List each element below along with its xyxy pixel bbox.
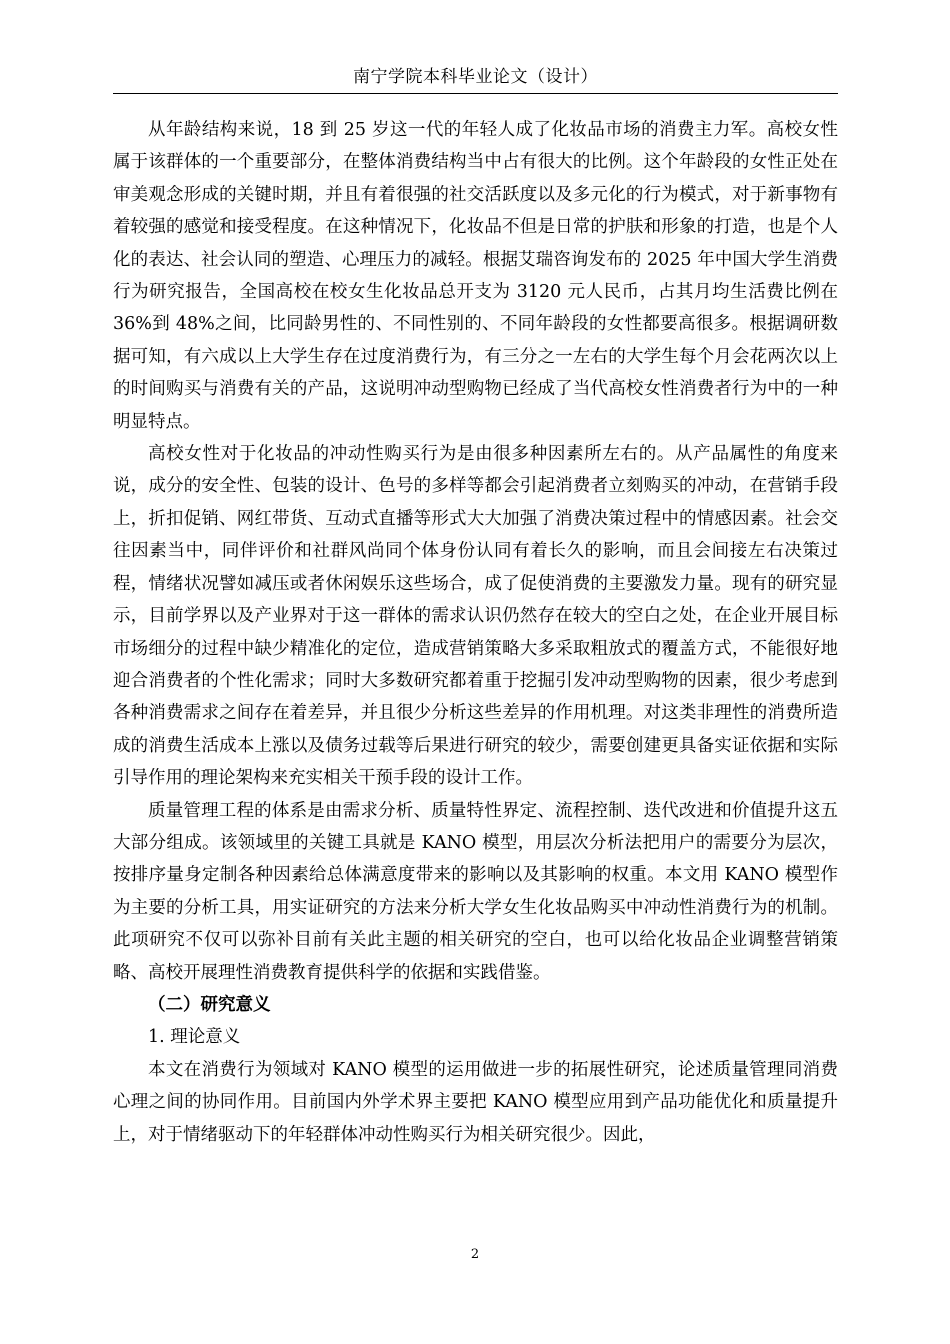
subsection-heading: 1. 理论意义 [148,1027,241,1048]
paragraph-impulse-factors: 高校女性对于化妆品的冲动性购买行为是由很多种因素所左右的。从产品属性的角度来说，成分的安全性、包装的设计、色号的多样等都会引起消费者立刻购买的冲动，在营销手段上，折扣促销、网红带货、互动式直播等形式大大加强了消费决策过程中的情感因素。社会交往因素当中，同伴评价和社群风尚同个体身份认同有着长久的影响，而且会间接左右决策过程，情绪状况譬如减压或者休闲娱乐这些场合，成了促使消费的主要激发力量。现有的研究显示，目前学界以及产业界对于这一群体的需求认识仍然存在较大的空白之处，在企业开展目标市场细分的过程中缺少精准化的定位，造成营销策略大多采取粗放式的覆盖方式，不能很好地迎合消费者的个性化需求；同时大多数研究都着重于挖掘引发冲动型购物的因素，很少考虑到各种消费需求之间存在着差异，并且很少分析这些差异的作用机理。对这类非理性的消费所造成的消费生活成本上涨以及债务过载等后果进行研究的较少，需要创建更具备实证依据和实际引导作用的理论架构来充实相关干预手段的设计工作。 [113,444,838,789]
section-heading: （二）研究意义 [148,994,271,1015]
body-text [113,114,838,1151]
page-number: 2 [470,1247,480,1262]
header-divider [113,93,838,94]
paragraph-quality-management: 质量管理工程的体系是由需求分析、质量特性界定、流程控制、迭代改进和价值提升这五大部分组成。该领域里的关键工具就是 KANO 模型，用层次分析法把用户的需要分为层次，按排序量身定制各种因素给总体满意度带来的影响以及其影响的权重。本文用 KANO 模型作为主要的分析工具，用实证研究的方法来分析大学女生化妆品购买中冲动性消费行为的机制。此项研究不仅可以弥补目前有关此主题的相关研究的空白，也可以给化妆品企业调整营销策略、高校开展理性消费教育提供科学的依据和实践借鉴。 [113,800,838,983]
paragraph-theoretical-significance: 本文在消费行为领域对 KANO 模型的运用做进一步的拓展性研究，论述质量管理同消费心理之间的协同作用。目前国内外学术界主要把 KANO 模型应用到产品功能优化和质量提升上，对于情绪驱动下的年轻群体冲动性购买行为相关研究很少。因此， [113,1059,838,1145]
running-header: 南宁学院本科毕业论文（设计） [353,67,598,87]
paragraph-age-structure: 从年龄结构来说，18 到 25 岁这一代的年轻人成了化妆品市场的消费主力军。高校女性属于该群体的一个重要部分，在整体消费结构当中占有很大的比例。这个年龄段的女性正处在审美观念形成的关键时期，并且有着很强的社交活跃度以及多元化的行为模式，对于新事物有着较强的感觉和接受程度。在这种情况下，化妆品不但是日常的护肤和形象的打造，也是个人化的表达、社会认同的塑造、心理压力的减轻。根据艾瑞咨询发布的 2025 年中国大学生消费行为研究报告，全国高校在校女生化妆品总开支为 3120 元人民币，占其月均生活费比例在 36%到 48%之间，比同龄男性的、不同性别的、不同年龄段的女性都要高很多。根据调研数据可知，有六成以上大学生存在过度消费行为，有三分之一左右的大学生每个月会花两次以上的时间购买与消费有关的产品，这说明冲动型购物已经成了当代高校女性消费者行为中的一种明显特点。 [113,120,838,432]
